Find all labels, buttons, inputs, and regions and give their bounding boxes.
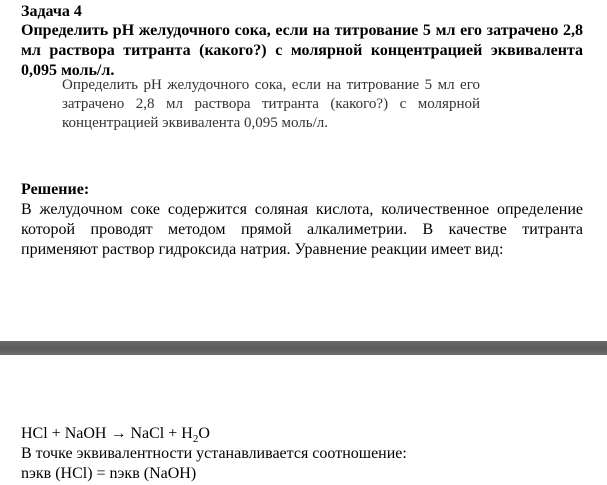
page-divider [0,341,607,355]
task-statement: Определить pH желудочного сока, если на титрование 5 мл его затрачено 2,8 мл раствора титранта (какого?) с молярной концентрацией эквивалента 0,095 моль/л. [21,22,583,79]
task-heading: Задача 4 [21,3,82,20]
reaction-equation [21,424,210,444]
equation-right: O [198,425,210,442]
equivalence-intro: В точке эквивалентности устанавливается соотношение: [21,445,407,462]
scanned-task-excerpt: Определить pH желудочного сока, если на титрование 5 мл его затрачено 2,8 мл раствора титранта (какого?) с молярной концентрацией эквивалента 0,095 моль/л. [62,77,480,131]
solution-text: В желудочном соке содержится соляная кислота, количественное определение которой проводят методом прямой алкалиметрии. В качестве титранта применяют раствор гидроксида натрия. Уравнение реакции имеет вид: [21,201,583,258]
solution-heading: Решение: [21,181,90,198]
equation-left: HCl + NaOH → NaCl + H [21,425,193,442]
equivalence-relation: nэкв (HCl) = nэкв (NaOH) [21,465,197,482]
equation-subscript: 2 [192,433,199,446]
